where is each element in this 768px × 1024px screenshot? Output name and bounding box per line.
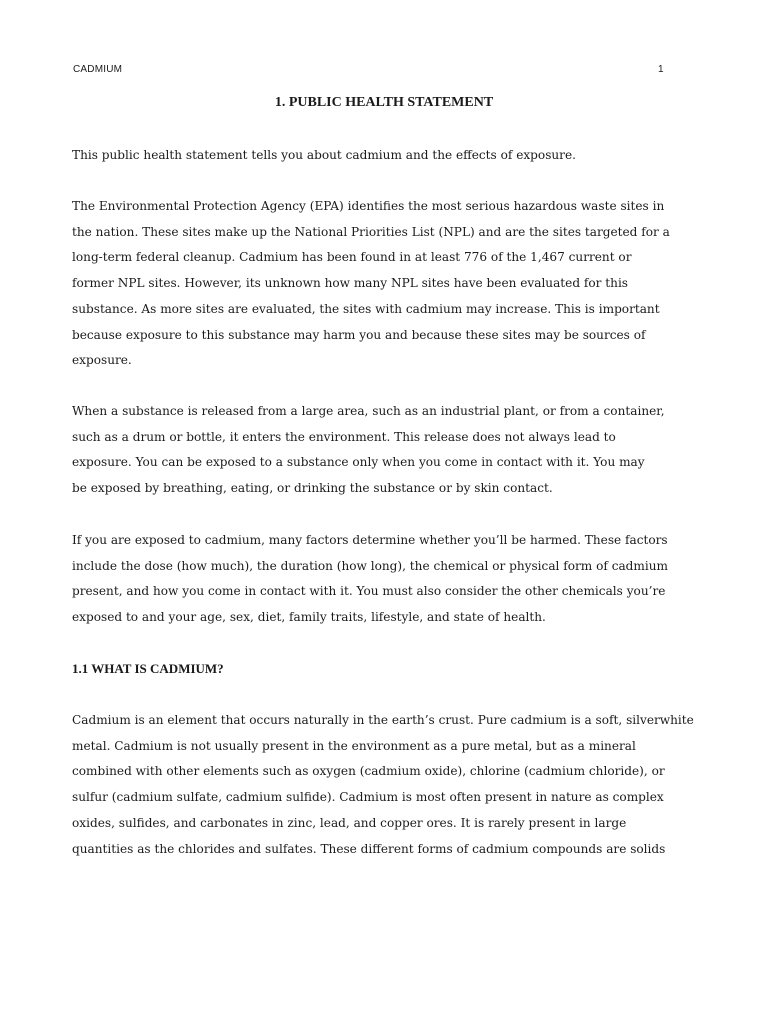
text-line: Cadmium is an element that occurs naturally in the earth’s crust. Pure cadmium is a soft, silverwhite xyxy=(72,713,694,727)
text-line: The Environmental Protection Agency (EPA) identifies the most serious hazardous waste sites in xyxy=(72,199,665,213)
paragraph-release xyxy=(72,399,672,502)
text-line: This public health statement tells you about cadmium and the effects of exposure. xyxy=(72,148,576,162)
text-line: substance. As more sites are evaluated, the sites with cadmium may increase. This is important xyxy=(72,301,660,316)
text-line: quantities as the chlorides and sulfates. These different forms of cadmium compounds are solids xyxy=(72,841,666,856)
text-line: the nation. These sites make up the National Priorities List (NPL) and are the sites targeted for a xyxy=(72,224,670,239)
text-line: exposure. xyxy=(72,353,132,368)
text-line: such as a drum or bottle, it enters the environment. This release does not always lead to xyxy=(72,429,616,444)
paragraph-intro xyxy=(72,143,672,169)
paragraph-epa xyxy=(72,194,672,374)
text-line: If you are exposed to cadmium, many factors determine whether you’ll be harmed. These factors xyxy=(72,533,668,547)
text-line: When a substance is released from a large area, such as an industrial plant, or from a container, xyxy=(72,404,665,418)
text-line: former NPL sites. However, its unknown how many NPL sites have been evaluated for this xyxy=(72,276,629,291)
text-line: include the dose (how much), the duration (how long), the chemical or physical form of cadmium xyxy=(72,558,669,573)
page-number: 1 xyxy=(658,64,664,75)
text-line: because exposure to this substance may harm you and because these sites may be sources of xyxy=(72,327,646,342)
section-heading: 1.1 WHAT IS CADMIUM? xyxy=(72,661,224,676)
text-line: sulfur (cadmium sulfate, cadmium sulfide). Cadmium is most often present in nature as complex xyxy=(72,790,664,805)
chapter-title: 1. PUBLIC HEALTH STATEMENT xyxy=(274,95,494,110)
text-line: be exposed by breathing, eating, or drinking the substance or by skin contact. xyxy=(72,481,553,496)
text-line: metal. Cadmium is not usually present in the environment as a pure metal, but as a mineral xyxy=(72,738,636,753)
text-line: combined with other elements such as oxygen (cadmium oxide), chlorine (cadmium chloride), or xyxy=(72,764,665,779)
text-line: long-term federal cleanup. Cadmium has been found in at least 776 of the 1,467 current or xyxy=(72,250,632,265)
text-line: exposed to and your age, sex, diet, family traits, lifestyle, and state of health. xyxy=(72,610,546,625)
paragraph-factors xyxy=(72,528,672,631)
paragraph-what-is-cadmium xyxy=(72,708,694,862)
text-line: oxides, sulfides, and carbonates in zinc, lead, and copper ores. It is rarely present in large xyxy=(72,815,627,830)
text-line: exposure. You can be exposed to a substance only when you come in contact with it. You may xyxy=(72,455,645,470)
text-line: present, and how you come in contact with it. You must also consider the other chemicals you’re xyxy=(72,584,666,599)
running-header: CADMIUM xyxy=(73,64,123,75)
